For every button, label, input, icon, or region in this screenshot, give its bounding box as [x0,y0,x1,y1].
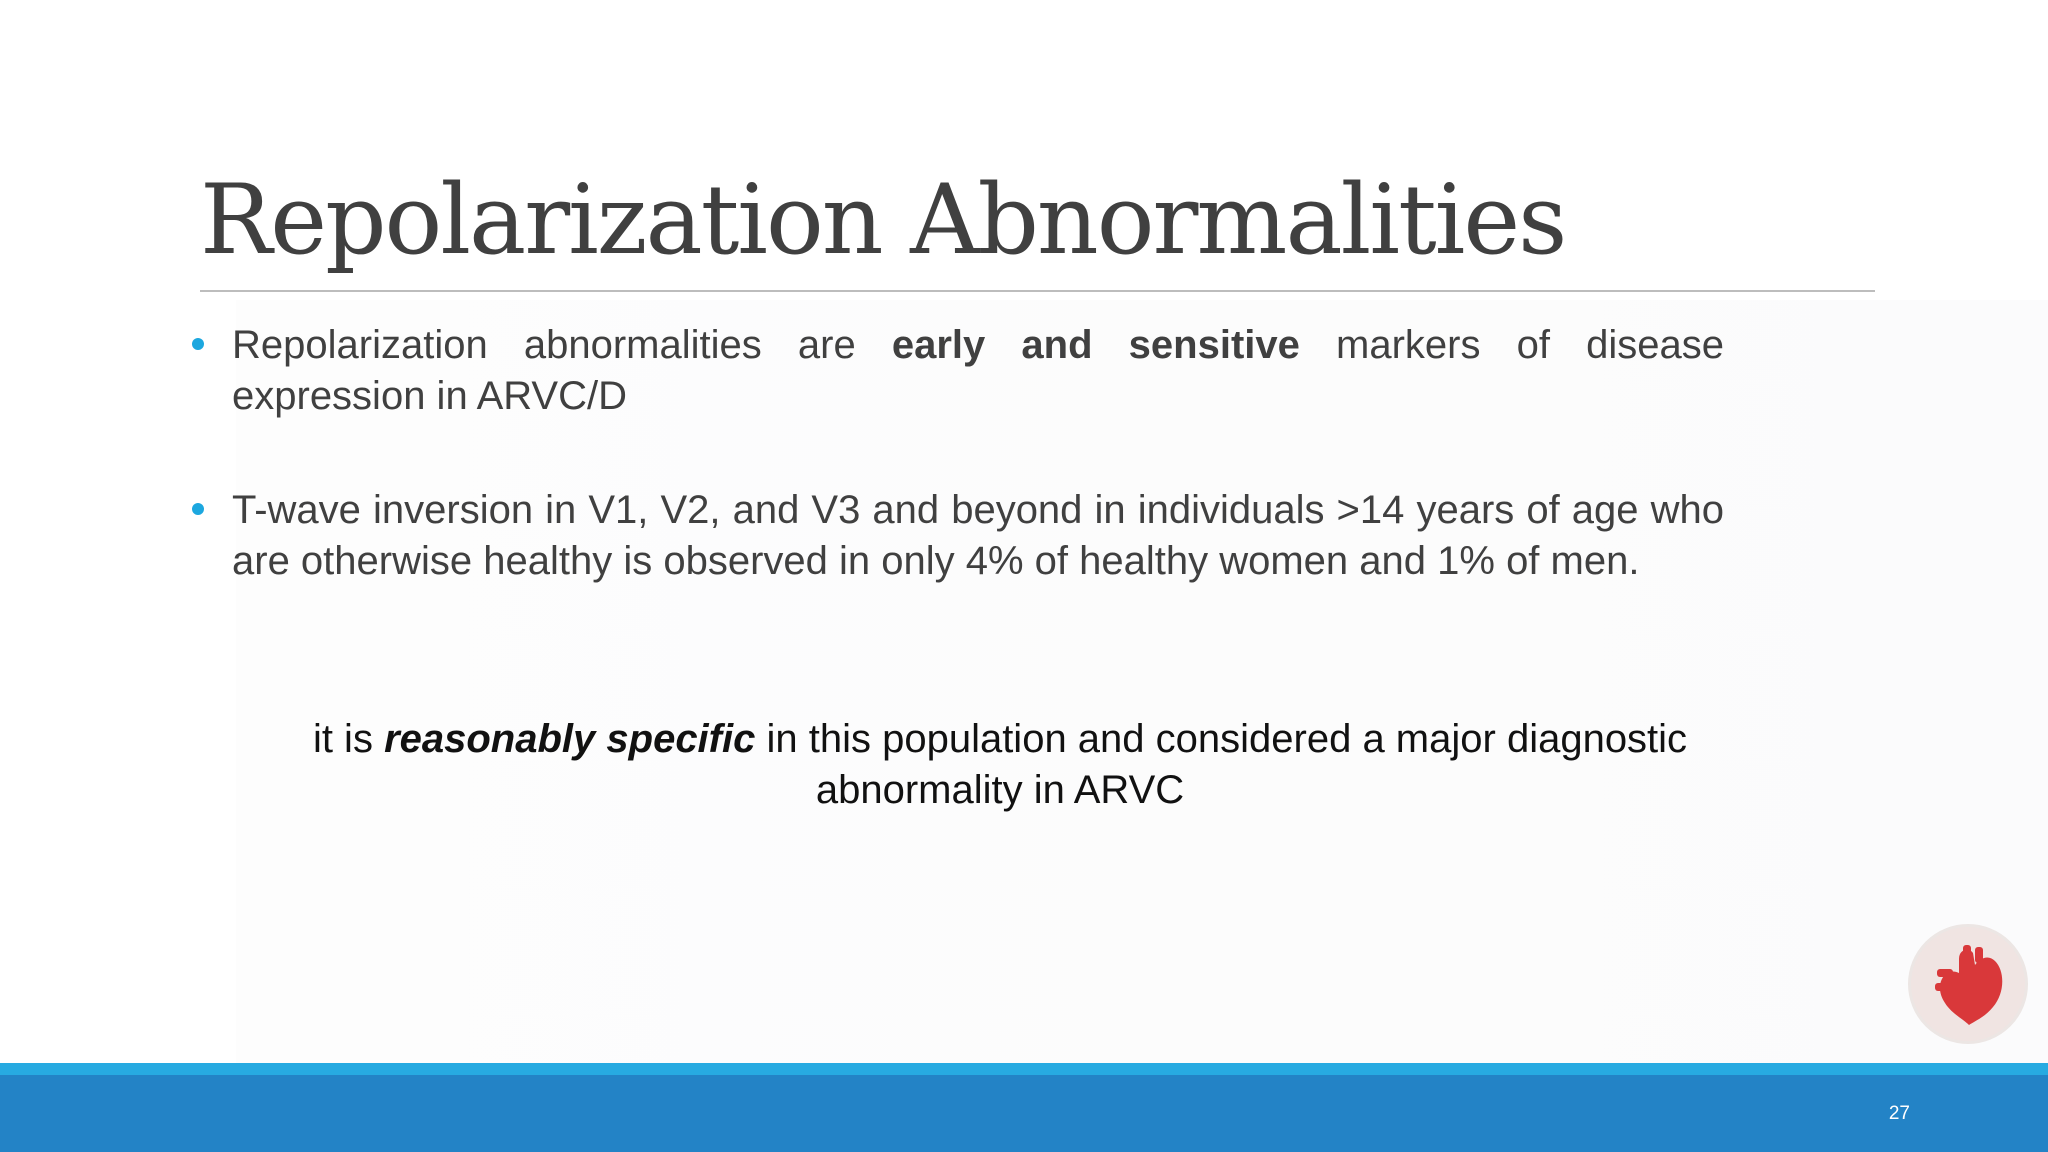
footer-accent-bar [0,1063,2048,1075]
bullet-item-2 [192,485,1724,587]
heart-logo [1908,924,2028,1044]
bullet-1-bold-text: early and sensitive [891,323,1300,367]
note-prefix: it is [312,717,385,761]
bullet-1-text-end: markers of disease expression in ARVC/D [232,323,1724,418]
page-number: 27 [1888,1103,1910,1124]
title-divider [200,290,1875,292]
summary-note [230,714,1770,816]
heart-icon [1929,941,2013,1031]
bullet-item-1 [192,320,1724,422]
note-suffix: in this population and considered a major diagnostic abnormality in ARVC [755,717,1688,812]
bullet-dot-icon [192,503,204,515]
bullet-text-2: T-wave inversion in V1, V2, and V3 and beyond in individuals >14 years of age who are otherwise healthy is observed in only 4% of healthy women and 1% of men. [232,488,1724,583]
bullet-text-1 [232,320,1724,422]
bullet-1-text-start: Repolarization abnormalities are [232,323,892,367]
slide-title: Repolarization Abnormalities [200,164,1566,276]
bullet-dot-icon [192,338,204,350]
note-emphasis: reasonably specific [384,717,756,761]
footer-bar [0,1075,2048,1152]
